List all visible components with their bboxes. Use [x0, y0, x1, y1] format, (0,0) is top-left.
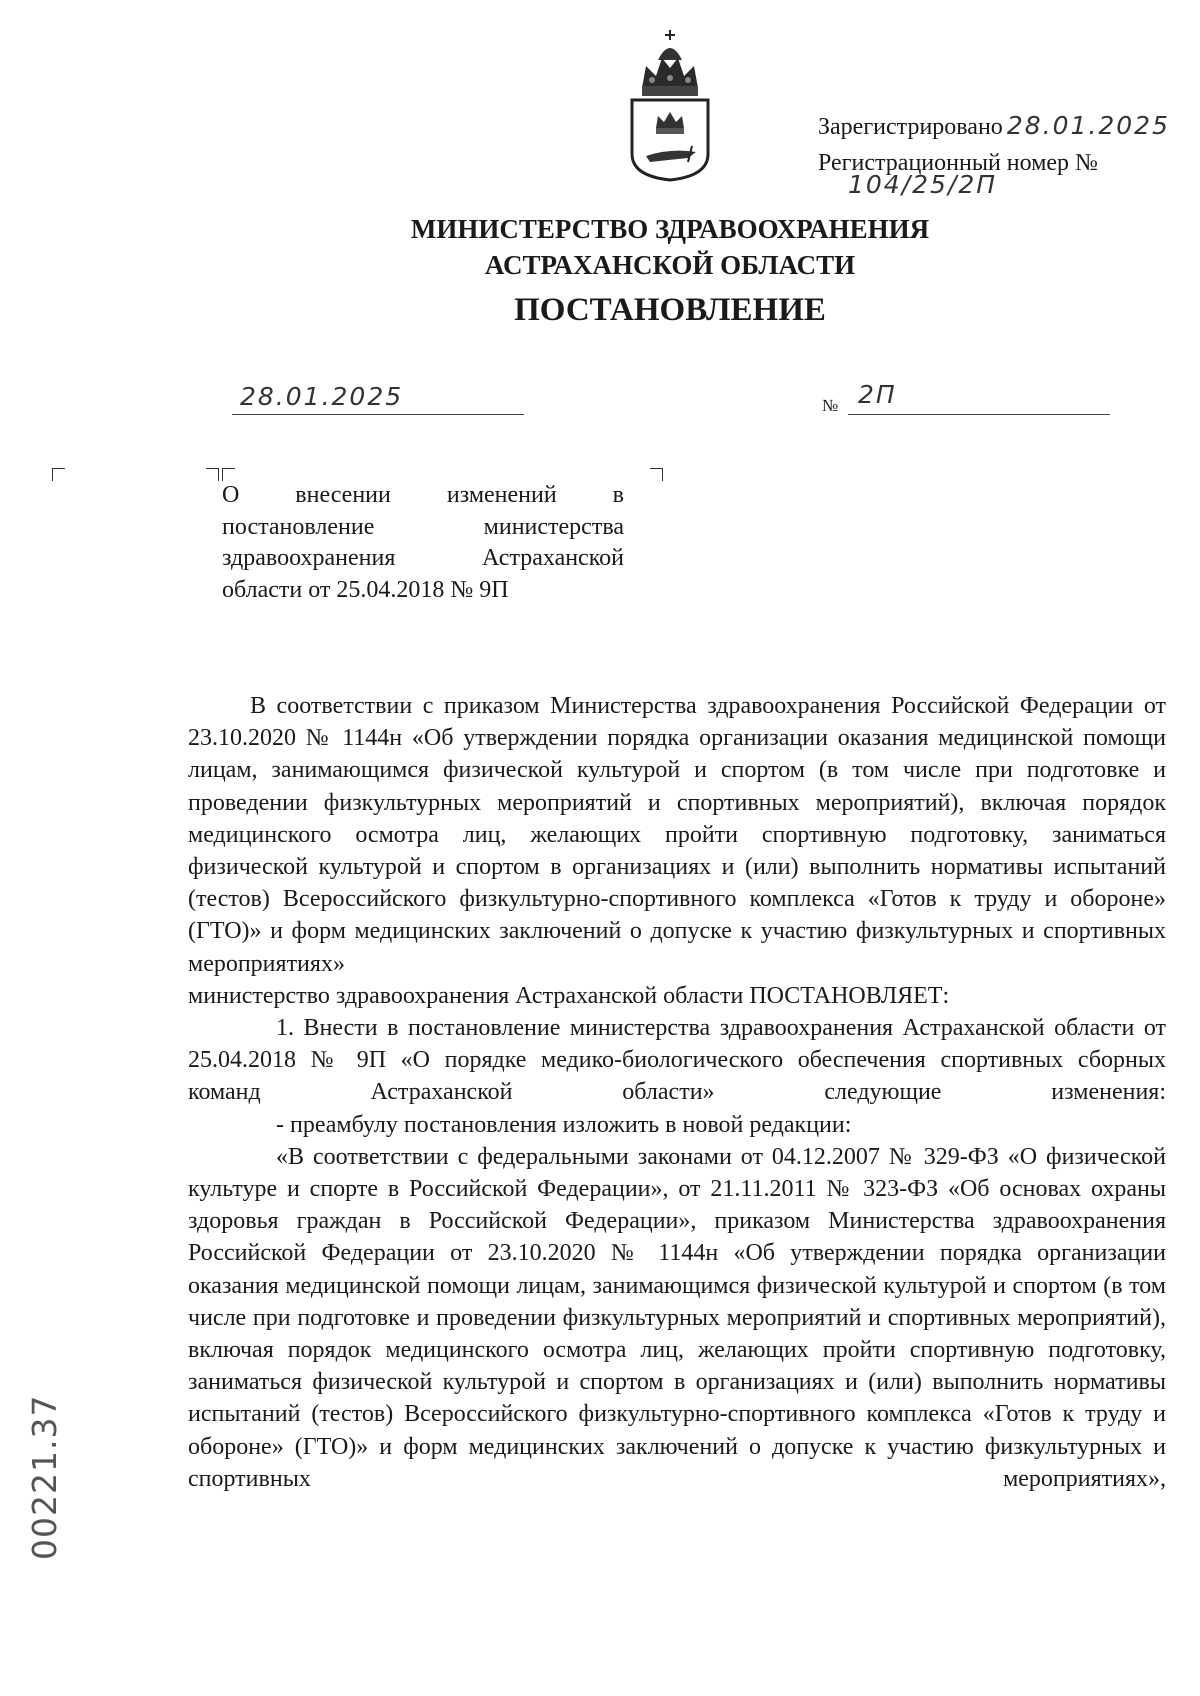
- side-serial-number: 00221.37: [25, 1394, 64, 1560]
- registered-date: 28.01.2025: [1006, 111, 1170, 140]
- document-type-title: ПОСТАНОВЛЕНИЕ: [514, 292, 826, 328]
- coat-of-arms-emblem: [628, 30, 712, 182]
- reg-number: 104/25/2П: [848, 170, 998, 199]
- document-subject: О внесении изменений в постановление министерства здравоохранения Астраханской области от 25.04.2018 № 9П: [222, 482, 624, 603]
- document-number: 2П: [858, 380, 897, 409]
- registration-line: [818, 108, 1170, 145]
- reg-number-label: Регистрационный номер №: [818, 150, 1098, 176]
- body-paragraph: 1. Внести в постановление министерства здравоохранения Астраханской области от 25.04.2018 № 9П «О порядке медико-биологического обеспечения спортивных сборных команд Астраханской области» следующие изменения:: [188, 1015, 1166, 1106]
- ministry-title-line1: МИНИСТЕРСТВО ЗДРАВООХРАНЕНИЯ: [410, 214, 930, 244]
- number-underline: [848, 414, 1110, 415]
- date-underline: [232, 414, 524, 415]
- body-paragraph: министерство здравоохранения Астраханской области ПОСТАНОВЛЯЕТ:: [188, 982, 950, 1009]
- corner-mark: [52, 468, 65, 481]
- corner-mark: [206, 468, 219, 481]
- body-paragraph: «В соответствии с федеральными законами от 04.12.2007 № 329-ФЗ «О физической культуре и спорте в Российской Федерации», от 21.11.2011 № 323-ФЗ «Об основах охраны здоровья граждан в Российской Федерации», приказом Министерства здравоохранения Российской Федерации от 23.10.2020 № 1144н «Об утверждении порядка организации оказания медицинской помощи лицам, занимающимся физической культурой и спортом (в том числе при подготовке и проведении физкультурных мероприятий и спортивных мероприятий), включая порядок медицинского осмотра лиц, желающих пройти спортивную подготовку, заниматься физической культурой и спортом в организациях и (или) выполнить нормативы испытаний (тестов) Всероссийского физкультурно-спортивного комплекса «Готов к труду и обороне» (ГТО)» и форм медицинских заключений о допуске к участию физкультурных и спортивных мероприятиях»,: [188, 1143, 1166, 1492]
- body-paragraph: В соответствии с приказом Министерства здравоохранения Российской Федерации от 23.10.2020 № 1144н «Об утверждении порядка организации оказания медицинской помощи лицам, занимающимся физической культурой и спортом (в том числе при подготовке и проведении физкультурных мероприятий и спортивных мероприятий), включая порядок медицинского осмотра лиц, желающих пройти спортивную подготовку, заниматься физической культурой и спортом в организациях и (или) выполнить нормативы испытаний (тестов) Всероссийского физкультурно-спортивного комплекса «Готов к труду и обороне» (ГТО)» и форм медицинских заключений о допуске к участию физкультурных и спортивных мероприятиях»: [188, 693, 1166, 977]
- ministry-title-line2: АСТРАХАНСКОЙ ОБЛАСТИ: [484, 250, 856, 280]
- document-date: 28.01.2025: [240, 382, 404, 411]
- corner-mark: [650, 468, 663, 481]
- document-body: [188, 690, 1166, 1495]
- registered-label: Зарегистрировано: [818, 114, 1003, 140]
- number-label: №: [822, 396, 839, 415]
- body-paragraph: - преамбулу постановления изложить в новой редакции:: [276, 1111, 852, 1138]
